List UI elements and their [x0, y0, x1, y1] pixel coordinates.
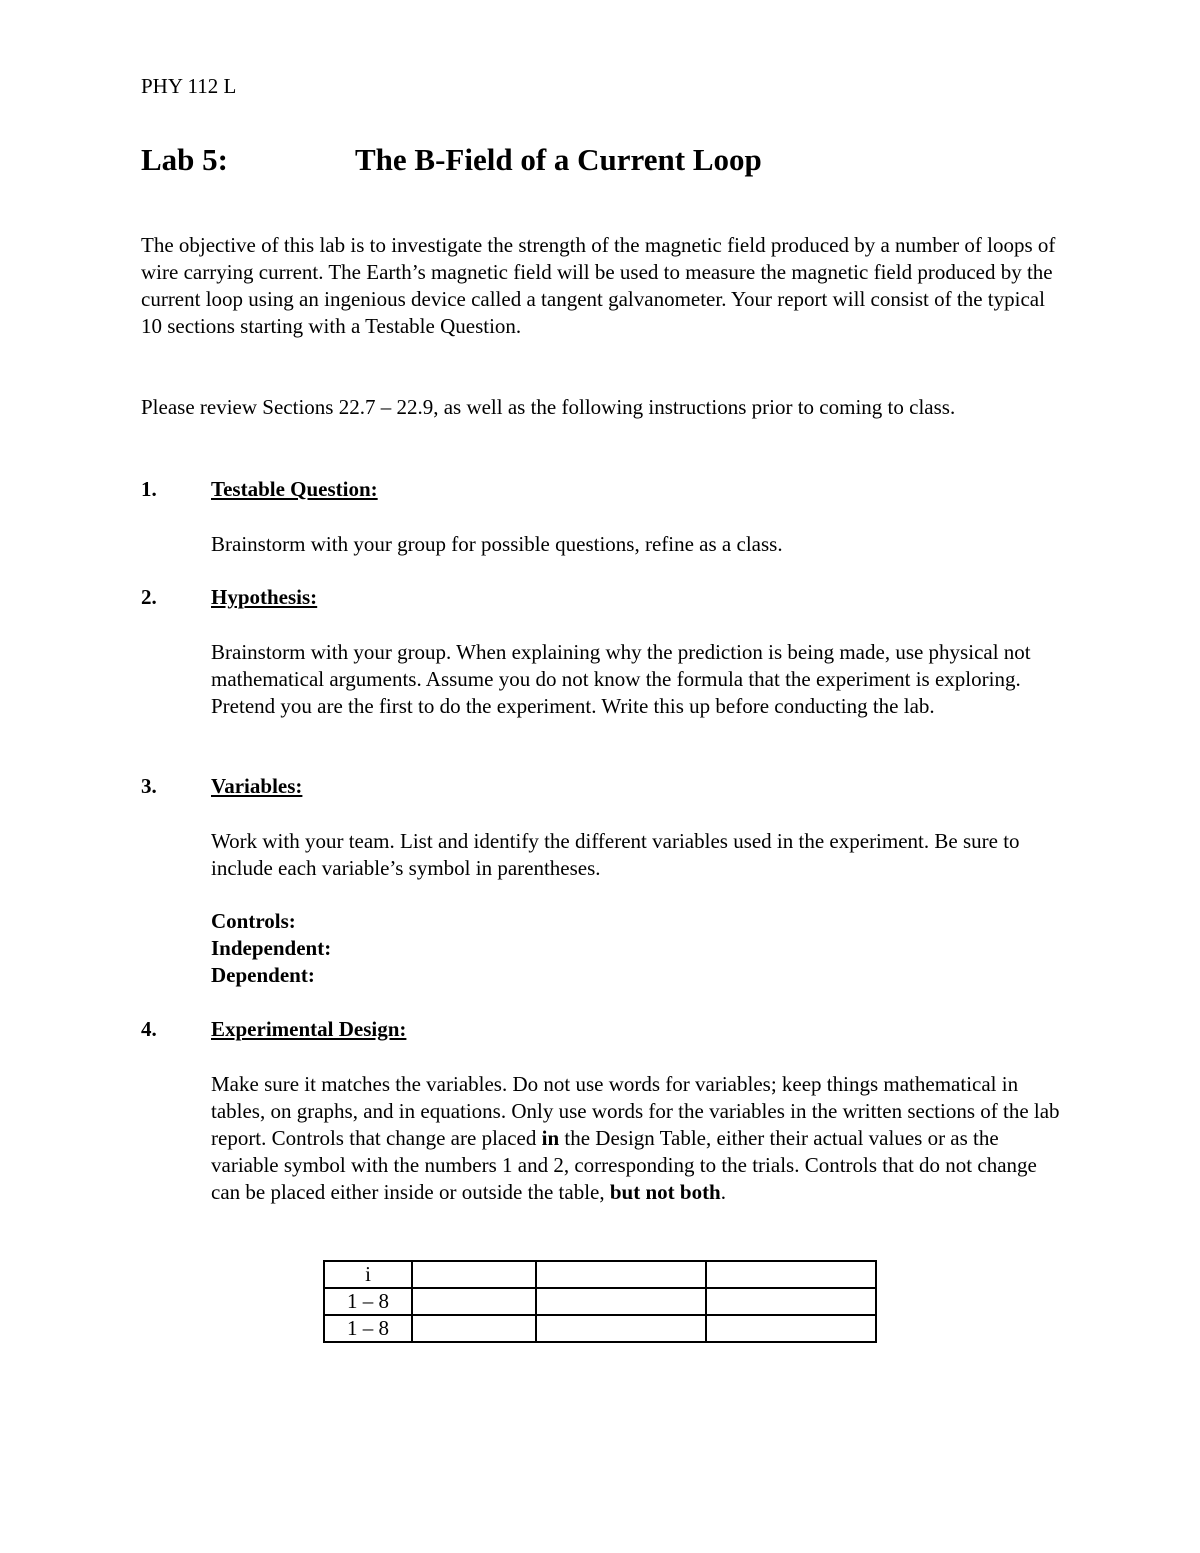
independent-label: Independent:: [211, 936, 332, 960]
section-2-number: 2.: [141, 585, 157, 609]
table-cell: [412, 1261, 536, 1288]
lab-name: The B-Field of a Current Loop: [355, 142, 762, 177]
page-title: [141, 142, 762, 178]
section-3-body: Work with your team. List and identify the different variables used in the experiment. Be sure to include each variable’s symbol in parentheses.: [211, 829, 1020, 880]
section-1-heading: Testable Question:: [211, 477, 378, 501]
section-4-bold-in: in: [541, 1126, 560, 1150]
section-3-heading: Variables:: [211, 774, 303, 798]
course-code: PHY 112 L: [141, 74, 237, 98]
section-2-body: Brainstorm with your group. When explaining why the prediction is being made, use physical not mathematical arguments. Assume you do not know the formula that the experiment is exploring. Pretend you are the first to do the experiment. Write this up before conducting the lab.: [211, 640, 1031, 718]
table-cell: 1 – 8: [324, 1315, 412, 1342]
table-cell: [706, 1315, 876, 1342]
table-cell: 1 – 8: [324, 1288, 412, 1315]
variable-types-list: [211, 908, 331, 989]
table-row: [324, 1288, 876, 1315]
section-4-text-2: the Design Table, either their actual values or as the variable symbol with the numbers 1 and 2, corresponding to the trials. Controls that do not change can be placed either inside or outside the table,: [211, 1126, 1037, 1204]
table-cell: [412, 1288, 536, 1315]
table-row: [324, 1261, 876, 1288]
section-2-heading: Hypothesis:: [211, 585, 318, 609]
table-cell: [536, 1288, 706, 1315]
lab-number: Lab 5:: [141, 142, 228, 177]
controls-label: Controls:: [211, 909, 296, 933]
section-4-text-3: .: [720, 1180, 726, 1204]
table-row: [324, 1315, 876, 1342]
section-4-body: [211, 1071, 1071, 1206]
table-cell: [536, 1315, 706, 1342]
section-4-text-1: Make sure it matches the variables. Do not use words for variables; keep things mathematical in tables, on graphs, and in equations. Only use words for the variables in the written sections of the lab report. Controls that change are placed: [211, 1072, 1060, 1150]
section-4-number: 4.: [141, 1017, 157, 1041]
design-table: [323, 1260, 877, 1343]
section-4-heading: Experimental Design:: [211, 1017, 407, 1041]
intro-paragraph: The objective of this lab is to investigate the strength of the magnetic field produced by a number of loops of wire carrying current. The Earth’s magnetic field will be used to measure the magnetic field produced by the current loop using an ingenious device called a tangent galvanometer. Your report will consist of the typical 10 sections starting with a Testable Question.: [141, 233, 1056, 338]
table-cell: [412, 1315, 536, 1342]
section-4-bold-not-both: but not both: [609, 1180, 721, 1204]
table-cell: [706, 1288, 876, 1315]
section-1-number: 1.: [141, 477, 157, 501]
section-3-number: 3.: [141, 774, 157, 798]
section-1-body: Brainstorm with your group for possible questions, refine as a class.: [211, 532, 783, 556]
table-cell: i: [324, 1261, 412, 1288]
table-cell: [706, 1261, 876, 1288]
review-paragraph: Please review Sections 22.7 – 22.9, as well as the following instructions prior to coming to class.: [141, 395, 956, 419]
table-cell: [536, 1261, 706, 1288]
dependent-label: Dependent:: [211, 963, 315, 987]
